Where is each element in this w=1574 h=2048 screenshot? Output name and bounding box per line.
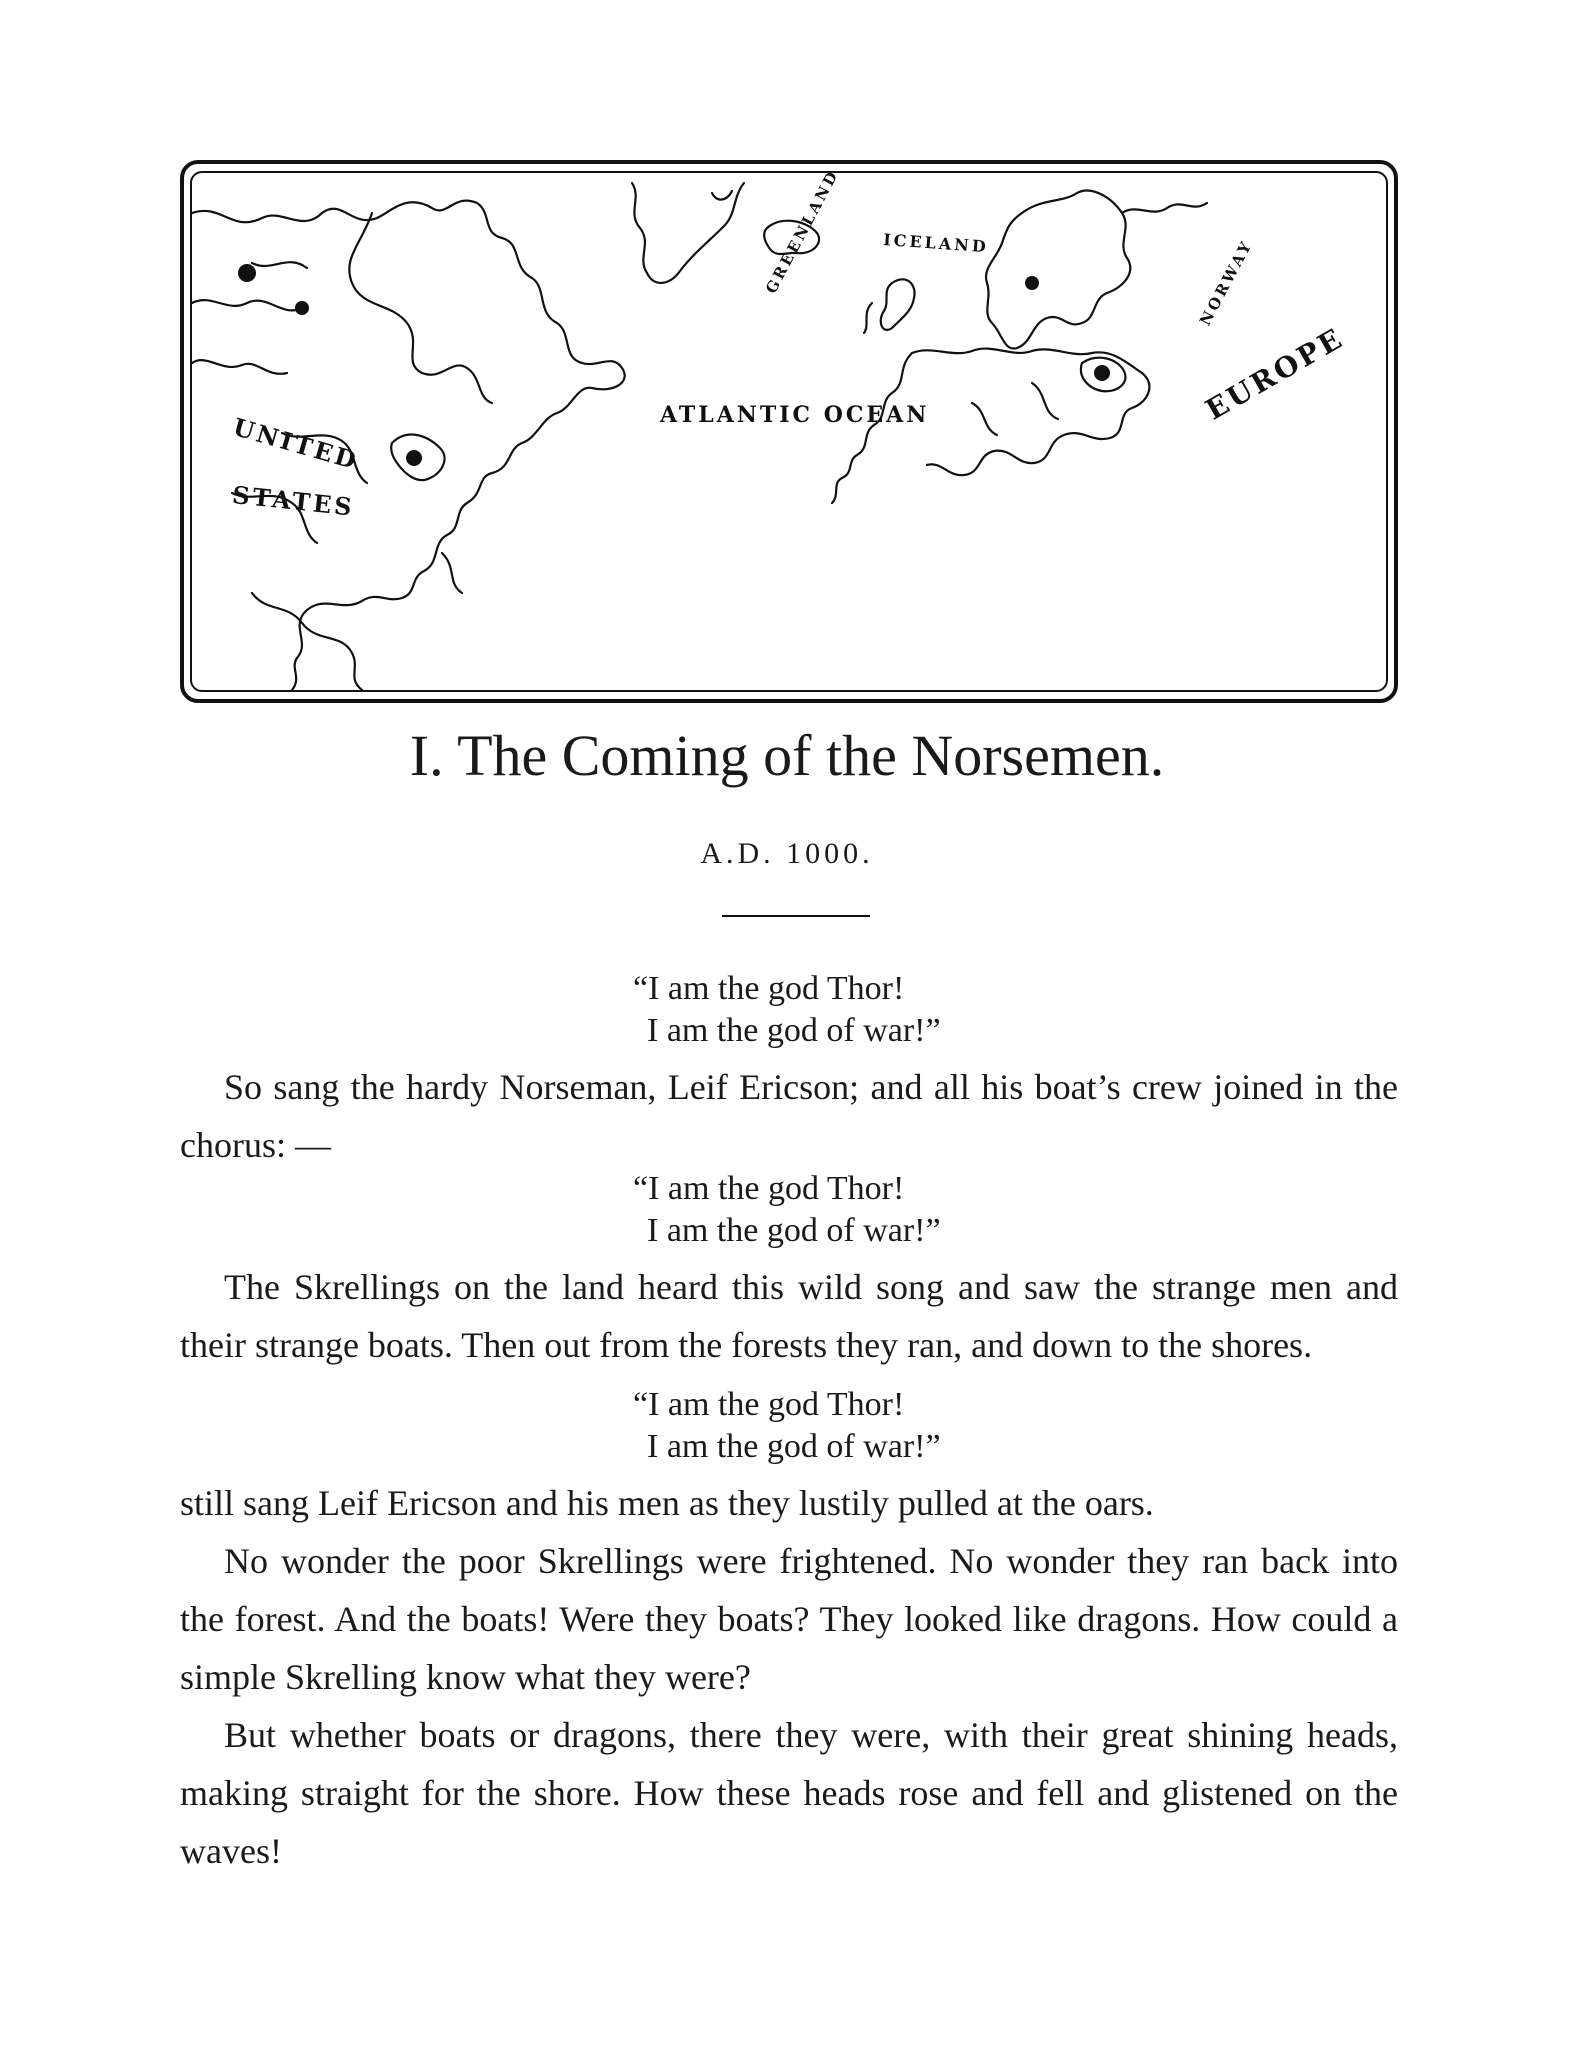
map-label-united: UNITED bbox=[230, 412, 363, 476]
verse-line-1: “I am the god Thor! bbox=[633, 1386, 905, 1423]
verse-block-3 bbox=[633, 1384, 941, 1468]
map-lake-5 bbox=[1094, 365, 1110, 381]
title-rule-divider bbox=[722, 915, 870, 917]
verse-line-2: I am the god of war!” bbox=[647, 1212, 941, 1249]
map-lake-1 bbox=[238, 264, 256, 282]
map-lake-2 bbox=[295, 301, 309, 315]
paragraph-4: No wonder the poor Skrellings were frightened. No wonder they ran back into the forest. And the boats! Were they boats? They looked like dragons. How could a simple Skrelling know what they were? bbox=[180, 1541, 1398, 1697]
map-label-greenland: GREENLAND bbox=[762, 166, 843, 297]
map-label-atlantic-ocean: ATLANTIC OCEAN bbox=[660, 402, 930, 428]
paragraph-3: still sang Leif Ericson and his men as they lustily pulled at the oars. bbox=[180, 1483, 1154, 1523]
verse-line-1: “I am the god Thor! bbox=[633, 1170, 905, 1207]
map-lake-4 bbox=[1025, 276, 1039, 290]
map-label-iceland: ICELAND bbox=[882, 230, 990, 257]
scandinavia-coast bbox=[986, 191, 1130, 349]
verse-block-1 bbox=[633, 968, 941, 1052]
chapter-date: A.D. 1000. bbox=[700, 837, 874, 870]
gulf-coast bbox=[252, 593, 362, 690]
paragraph-1: So sang the hardy Norseman, Leif Ericson; and all his boat’s crew joined in the chorus: — bbox=[180, 1067, 1398, 1165]
verse-block-2 bbox=[633, 1168, 941, 1252]
paragraph-2: The Skrellings on the land heard this wild song and saw the strange men and their strange boats. Then out from the forests they ran, and down to the shores. bbox=[180, 1267, 1398, 1365]
verse-line-2: I am the god of war!” bbox=[647, 1428, 941, 1465]
europe-mainland bbox=[912, 349, 1149, 476]
map-label-states: STATES bbox=[230, 480, 356, 522]
paragraph-5: But whether boats or dragons, there they were, with their great shining heads, making straight for the shore. How these heads rose and fell and glistened on the waves! bbox=[180, 1715, 1398, 1871]
hudson-bay bbox=[349, 213, 492, 403]
british-isles bbox=[881, 279, 915, 330]
map-label-norway: NORWAY bbox=[1196, 236, 1257, 329]
verse-line-1: “I am the god Thor! bbox=[633, 970, 905, 1007]
map-lake-3 bbox=[406, 450, 422, 466]
chapter-title: I. The Coming of the Norsemen. bbox=[409, 723, 1165, 788]
map-label-europe: EUROPE bbox=[1200, 321, 1350, 427]
verse-line-2: I am the god of war!” bbox=[647, 1012, 941, 1049]
